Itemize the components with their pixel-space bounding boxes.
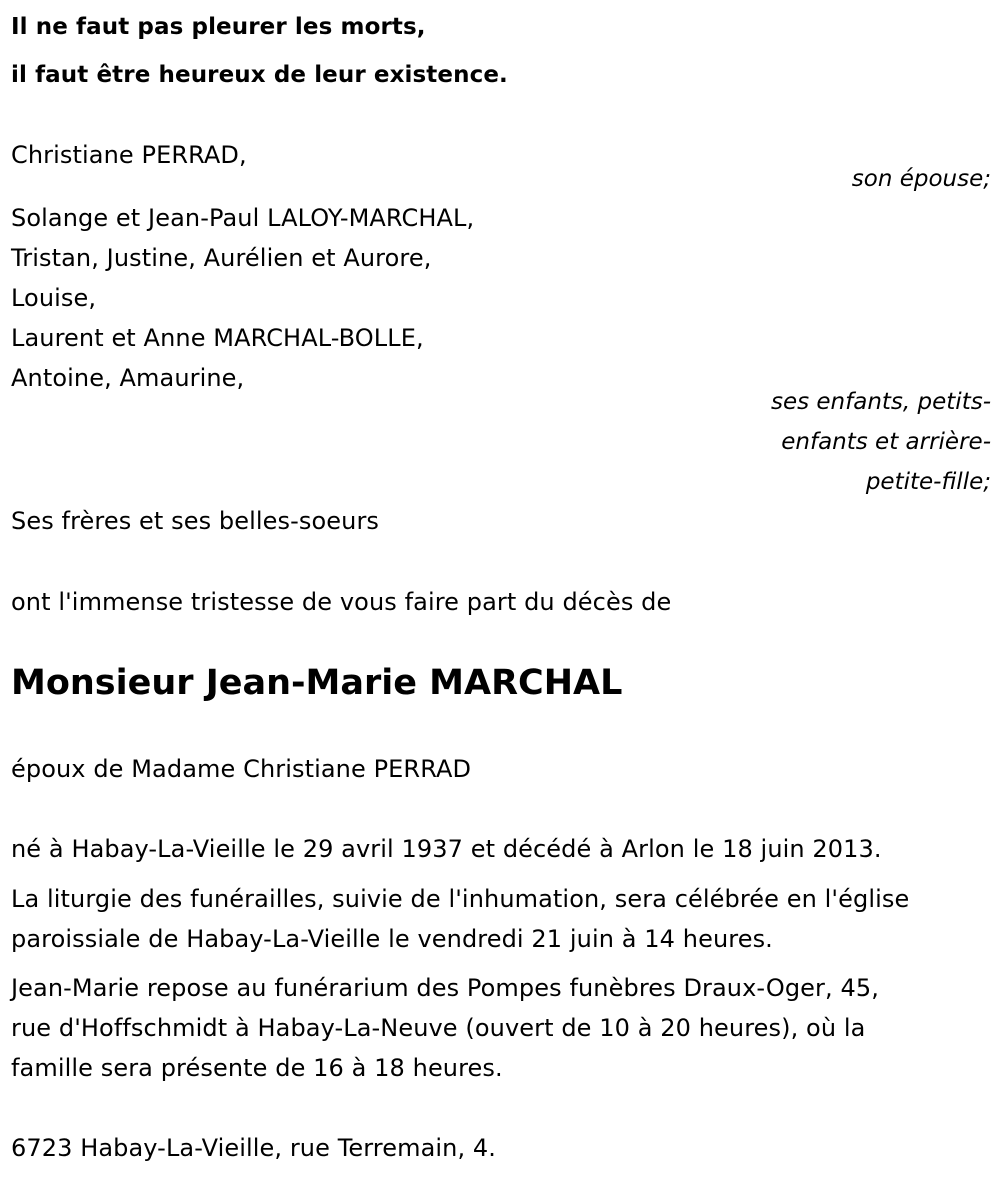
children-line-2: Tristan, Justine, Aurélien et Aurore, <box>11 244 432 272</box>
epigraph-line-1: Il ne faut pas pleurer les morts, <box>11 14 426 40</box>
children-role-line-1: ses enfants, petits- <box>770 389 991 415</box>
deceased-name: Monsieur Jean-Marie MARCHAL <box>11 663 623 703</box>
birth-death-line: né à Habay-La-Vieille le 29 avril 1937 et décédé à Arlon le 18 juin 2013. <box>11 835 882 863</box>
children-role-line-3: petite-fille; <box>865 469 991 495</box>
siblings-line: Ses frères et ses belles-soeurs <box>11 507 380 535</box>
address-line: 6723 Habay-La-Vieille, rue Terremain, 4. <box>11 1134 497 1162</box>
funeral-home-line-1: Jean-Marie repose au funérarium des Pompes funèbres Draux-Oger, 45, <box>11 974 879 1002</box>
children-line-3: Louise, <box>11 284 97 312</box>
liturgy-line-2: paroissiale de Habay-La-Vieille le vendredi 21 juin à 14 heures. <box>11 925 773 953</box>
children-line-1: Solange et Jean-Paul LALOY-MARCHAL, <box>11 204 475 232</box>
announcement-line: ont l'immense tristesse de vous faire part du décès de <box>11 588 672 616</box>
epigraph-line-2: il faut être heureux de leur existence. <box>11 62 508 88</box>
spouse-role: son épouse; <box>851 166 991 192</box>
funeral-home-line-3: famille sera présente de 16 à 18 heures. <box>11 1054 503 1082</box>
children-role-line-2: enfants et arrière- <box>781 429 991 455</box>
spouse-of-line: époux de Madame Christiane PERRAD <box>11 755 472 783</box>
children-line-4: Laurent et Anne MARCHAL-BOLLE, <box>11 324 424 352</box>
liturgy-line-1: La liturgie des funérailles, suivie de l'inhumation, sera célébrée en l'église <box>11 885 910 913</box>
spouse-name: Christiane PERRAD, <box>11 141 247 169</box>
children-line-5: Antoine, Amaurine, <box>11 364 245 392</box>
funeral-home-line-2: rue d'Hoffschmidt à Habay-La-Neuve (ouvert de 10 à 20 heures), où la <box>11 1014 866 1042</box>
